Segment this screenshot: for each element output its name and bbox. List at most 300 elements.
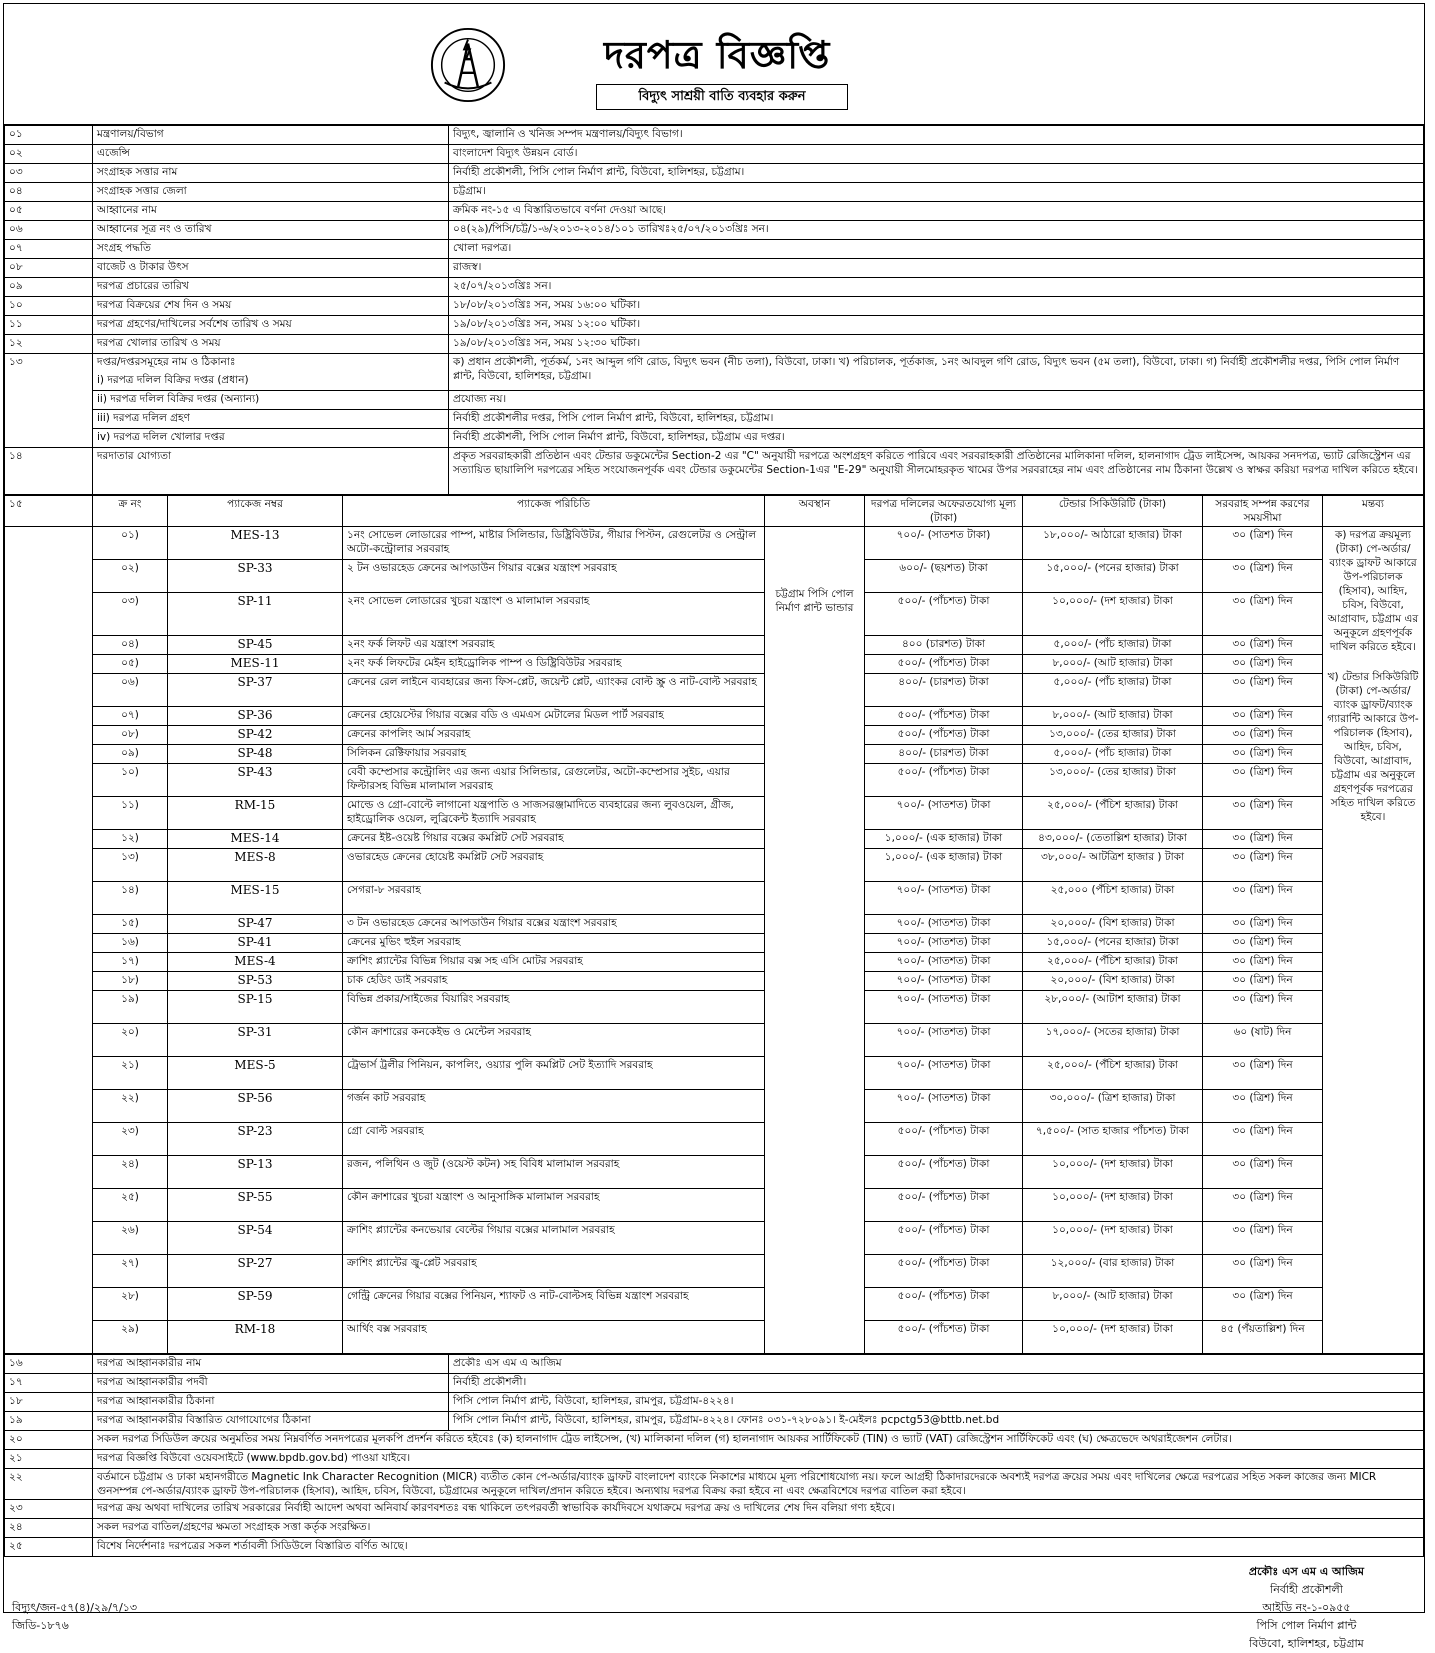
package-code: SP-48 [168,745,343,764]
info-sub-value: নির্বাহী প্রকৌশলীর দপ্তর, পিসি পোল নির্মাণ প্লান্ট, বিউবো, হালিশহর, চট্টগ্রাম। [449,410,1424,429]
package-serial: ২৪) [93,1156,168,1189]
bpdb-logo-icon [429,26,507,104]
package-price: ৫০০/- (পাঁচশত) টাকা [865,1255,1023,1288]
info-row [5,221,1424,240]
package-security: ৪৩,০০০/- (তেতাল্লিশ হাজার) টাকা [1023,830,1203,849]
package-desc: সিলিকন রেক্টিফায়ার সরবরাহ [343,745,765,764]
info-row-wide [5,1519,1424,1538]
info-row [5,164,1424,183]
package-serial: ১৫) [93,915,168,934]
package-period: ৩০ (ত্রিশ) দিন [1203,560,1323,593]
package-desc: ২নং ফর্ক লিফটের মেইন হাইড্রোলিক পাম্প ও ডিষ্ট্রিবিউটর সরবরাহ [343,655,765,674]
package-code: SP-53 [168,972,343,991]
package-period: ৩০ (ত্রিশ) দিন [1203,830,1323,849]
info-row-label: দরপত্র প্রচারের তারিখ [93,278,449,297]
package-price: ৭০০/- (সাতশত) টাকা [865,934,1023,953]
info-row-no: ২৪ [5,1519,93,1538]
package-price: ৪০০ (চারশত) টাকা [865,636,1023,655]
package-code: SP-23 [168,1123,343,1156]
tender-notice-page [3,3,1425,1650]
package-code: SP-11 [168,593,343,636]
table-row [5,527,1424,560]
package-code: SP-27 [168,1255,343,1288]
notice-slogan: বিদ্যুৎ সাশ্রয়ী বাতি ব্যবহার করুন [596,84,848,110]
info-row [5,1355,1424,1374]
reference-line2: জিডি-১৮৭৬ [12,1619,69,1632]
header-code: প্যাকেজ নম্বর [168,496,343,527]
package-serial: ১৪) [93,882,168,915]
package-desc: ৩ টন ওভারহেড ক্রেনের আপডাউন গিয়ার বক্সের যন্ত্রাংশ সরবরাহ [343,915,765,934]
info-row-value: সকল দরপত্র বাতিল/গ্রহণের ক্ষমতা সংগ্রাহক সত্তা কর্তৃক সংরক্ষিত। [93,1519,1424,1538]
info-row-no: ০৩ [5,164,93,183]
package-serial: ১২) [93,830,168,849]
package-security: ১৩,০০০/- (তের হাজার) টাকা [1023,726,1203,745]
package-serial: ২৯) [93,1321,168,1354]
package-serial: ০৭) [93,707,168,726]
info-row-value: সকল দরপত্র সিডিউল ক্রয়ের অনুমতির সময় নিম্নবর্ণিত সনদপত্রের মূলকপি প্রদর্শন করিতে হইবেঃ (ক) হালনাগাদ ট্রেড লাইসেন্স, (খ) মালিকানা দলিল (গ) হালনাগাদ আয়কর সার্টিফিকেট (TIN) ও ভ্যাট (VAT) রেজিস্ট্রেশন সার্টিফিকেট এবং (ঘ) ক্ষেত্রভেদে অথরাইজেশন লেটার। [93,1431,1424,1450]
package-period: ৩০ (ত্রিশ) দিন [1203,764,1323,797]
package-desc: কৌন ক্রাশারের খুচরা যন্ত্রাংশ ও আনুসাঙ্গিক মালামাল সরবরাহ [343,1189,765,1222]
package-security: ১০,০০০/- (দশ হাজার) টাকা [1023,593,1203,636]
table-row [5,655,1424,674]
info-row-label: বাজেট ও টাকার উৎস [93,259,449,278]
package-security: ১২,০০০/- (বার হাজার) টাকা [1023,1255,1203,1288]
package-code: MES-4 [168,953,343,972]
table-row [5,1189,1424,1222]
package-period: ৩০ (ত্রিশ) দিন [1203,527,1323,560]
header-remarks: মন্তব্য [1323,496,1424,527]
package-price: ৭০০/- (সাতশত) টাকা [865,972,1023,991]
info-row [5,1374,1424,1393]
package-desc: ২নং সোভেল লোডারের খুচরা যন্ত্রাংশ ও মালামাল সরবরাহ [343,593,765,636]
package-period: ৩০ (ত্রিশ) দিন [1203,1255,1323,1288]
package-desc: ১নং সোভেল লোডারের পাম্প, মাষ্টার সিলিন্ডার, ডিষ্ট্রিবিউটর, গীয়ার পিস্টন, রেগুলেটর ও সেন্ট্রাল অটো-কন্ট্রোলার সরবরাহ [343,527,765,560]
package-serial: ১১) [93,797,168,830]
info-row [5,259,1424,278]
package-desc: ক্রেনের হোয়েস্টের গিয়ার বক্সের বডি ও এমএস মেটালের মিডল পার্ট সরবরাহ [343,707,765,726]
package-security: ৮,০০০/- (আট হাজার) টাকা [1023,707,1203,726]
notice-footer [4,1557,1424,1650]
package-security: ১৭,০০০/- (সতের হাজার) টাকা [1023,1024,1203,1057]
info-row-no: ২১ [5,1450,93,1469]
package-desc: সেগরা-৮ সরবরাহ [343,882,765,915]
package-price: ৫০০/- (পাঁচশত) টাকা [865,726,1023,745]
table-row [5,991,1424,1024]
package-serial: ২১) [93,1057,168,1090]
info-row-label: মন্ত্রণালয়/বিভাগ [93,126,449,145]
package-desc: ক্রেনের ইষ্ট-ওয়েষ্ট গিয়ার বক্সের কমপ্লিট সেট সরবরাহ [343,830,765,849]
info-row-value: দরপত্র ক্রয় অথবা দাখিলের তারিখ সরকারের নির্বাহী আদেশ অথবা অনিবার্য কারণবশতঃ বন্ধ থাকিলে তৎপরবর্তী স্বাভাবিক কার্যদিবসে যথাক্রমে দরপত্র ক্রয় ও দাখিলের শেষ দিন বলিয়া গণ্য হইবে। [93,1500,1424,1519]
info-sub-label: iii) দরপত্র দলিল গ্রহণ [93,410,449,429]
info-row-value: বর্তমানে চট্টগ্রাম ও ঢাকা মহানগরীতে Magnetic Ink Character Recognition (MICR) ব্যতীত কোন পে-অর্ডার/ব্যাংক ড্রাফট বাংলাদেশ ব্যাংকে নিকাশের মাধ্যমে মূল্য পরিশোধযোগ্য নয়। ফলে আগ্রহী ঠিকাদারদেরকে অবশ্যই দরপত্র ক্রয়ের সময় এবং দাখিলের ক্ষেত্রে দরপত্রের সহিত সকল কাজের জন্য MICR গুনসম্পন্ন পে-অর্ডার/ব্যাংক ড্রাফট উপ-পরিচালক (হিসাব), আহিদ, চবিস, বিউবো, চট্টগ্রামের অনুকূলে দাখিল/প্রদান করিতে হইবে। অন্যথায় দরপত্র বিক্রয় করা হইবে না এবং ক্ষেত্রবিশেষে দরপত্র বাতিল করা হইবে। [93,1469,1424,1500]
info-row-label: দরদাতার যোগ্যতা [93,448,449,495]
package-desc: কৌন ক্রাশারের কনকেইভ ও মেন্টেল সরবরাহ [343,1024,765,1057]
info-row-label: দরপত্র গ্রহণের/দাখিলের সর্বশেষ তারিখ ও সময় [93,316,449,335]
info-row [5,297,1424,316]
package-desc: গ্রো বোল্ট সরবরাহ [343,1123,765,1156]
package-period: ৩০ (ত্রিশ) দিন [1203,991,1323,1024]
info-subrow [5,391,1424,410]
info-row [5,316,1424,335]
package-code: SP-56 [168,1090,343,1123]
info-row [5,335,1424,354]
info-row-label: এজেন্সি [93,145,449,164]
table-row [5,764,1424,797]
table-row [5,915,1424,934]
info-row [5,1412,1424,1431]
package-serial: ২৩) [93,1123,168,1156]
package-code: MES-14 [168,830,343,849]
package-security: ৩৮,০০০/- আটত্রিশ হাজার ) টাকা [1023,849,1203,882]
info-row-label: সংগ্রহ পদ্ধতি [93,240,449,259]
package-price: ৭০০/- (সাতশত) টাকা [865,1024,1023,1057]
package-period: ৩০ (ত্রিশ) দিন [1203,726,1323,745]
info-subrow [5,429,1424,448]
package-code: SP-37 [168,674,343,707]
package-serial: ১৩) [93,849,168,882]
package-security: ২৫,০০০/- (পঁচিশ হাজার) টাকা [1023,953,1203,972]
package-period: ৩০ (ত্রিশ) দিন [1203,655,1323,674]
info-row-no: ০৪ [5,183,93,202]
info-row-value: ১৯/০৮/২০১৩খ্রিঃ সন, সময় ১২:০০ ঘটিকা। [449,316,1424,335]
table-row [5,1255,1424,1288]
package-desc: ক্রেনের রেল লাইনে ব্যবহারের জন্য ফিস-প্লেট, জয়েন্ট প্লেট, এ্যাংকর বোল্ট স্ক্রু ও নাট-বোল্ট সরবরাহ [343,674,765,707]
info-row [5,240,1424,259]
info-row [5,126,1424,145]
package-remarks [1323,527,1424,1354]
package-period: ৩০ (ত্রিশ) দিন [1203,972,1323,991]
info-row-value: ক) প্রধান প্রকৌশলী, পূর্তকর্ম, ১নং আব্দুল গণি রোড, বিদ্যুৎ ভবন (নীচ তলা), বিউবো, ঢাকা। খ) পরিচালক, পূর্তকাজ, ১নং আবদুল গণি রোড, বিদ্যুৎ ভবন (৫ম তলা), বিউবো, ঢাকা। গ) নির্বাহী প্রকৌশলীর দপ্তর, পিসি পোল নির্মাণ প্লান্ট, বিউবো, হালিশহর, চট্টগ্রাম। [449,354,1424,391]
info-row-no: ১১ [5,316,93,335]
table-row [5,745,1424,764]
table-row [5,593,1424,636]
table-row [5,1057,1424,1090]
info-row [5,183,1424,202]
package-desc: বিভিন্ন প্রকার/সাইজের বিয়ারিং সরবরাহ [343,991,765,1024]
table-row [5,797,1424,830]
package-serial: ২০) [93,1024,168,1057]
package-security: ১৫,০০০/- (পনের হাজার) টাকা [1023,560,1203,593]
package-serial: ০১) [93,527,168,560]
package-serial: ০৬) [93,674,168,707]
signer-name: প্রকৌঃ এস এম এ আজিম [1248,1565,1364,1578]
info-row [5,202,1424,221]
info-subrow [5,410,1424,429]
package-serial: ০৮) [93,726,168,745]
info-row-13 [5,354,1424,373]
info-row-value: বিশেষ নির্দেশনাঃ দরপত্রের সকল শর্তাবলী সিডিউলে বিস্তারিত বর্ণিত আছে। [93,1538,1424,1557]
notice-header [4,4,1424,125]
info-row-label: দরপত্র আহ্বানকারীর নাম [93,1355,449,1374]
package-period: ৩০ (ত্রিশ) দিন [1203,674,1323,707]
package-desc: ক্রাশিং প্ল্যান্টের কনভেয়ার বেল্টের গিয়ার বক্সের মালামাল সরবরাহ [343,1222,765,1255]
package-price: ৫০০/- (পাঁচশত) টাকা [865,1222,1023,1255]
table-row [5,849,1424,882]
info-row-value: প্রকৌঃ এস এম এ আজিম [449,1355,1424,1374]
package-header-row [5,496,1424,527]
package-serial: ২৫) [93,1189,168,1222]
table-row [5,1156,1424,1189]
package-price: ১,০০০/- (এক হাজার) টাকা [865,830,1023,849]
package-desc: গর্জন কাট সরবরাহ [343,1090,765,1123]
package-blank-cell [5,527,93,1354]
package-price: ৭০০/- (সাতশত) টাকা [865,1090,1023,1123]
package-code: SP-33 [168,560,343,593]
package-price: ৪০০/- (চারশত) টাকা [865,745,1023,764]
package-period: ৩০ (ত্রিশ) দিন [1203,745,1323,764]
package-desc: চাক হেডিং ডাই সরবরাহ [343,972,765,991]
info-row-value: নির্বাহী প্রকৌশলী। [449,1374,1424,1393]
info-row-no: ২২ [5,1469,93,1500]
package-security: ৫,০০০/- (পাঁচ হাজার) টাকা [1023,674,1203,707]
info-row-no: ১৪ [5,448,93,495]
info-row-value: নির্বাহী প্রকৌশলী, পিসি পোল নির্মাণ প্লান্ট, বিউবো, হালিশহর, চট্টগ্রাম। [449,164,1424,183]
package-price: ৭০০/- (সাতশত) টাকা [865,1057,1023,1090]
header-serial: ক্র নং [93,496,168,527]
info-row-value: পিসি পোল নির্মাণ প্লান্ট, বিউবো, হালিশহর, রামপুর, চট্টগ্রাম-৪২২৪। ফোনঃ ০৩১-৭২৮০৯১। ই-মেইলঃ pcpctg53@bttb.net.bd [449,1412,1424,1431]
info-row-value: ০৪(২৯)/পিসি/চট্ট/১-৬/২০১৩-২০১৪/১০১ তারিখঃ২৫/০৭/২০১৩খ্রিঃ সন। [449,221,1424,240]
reference-block [12,1599,137,1635]
package-security: ৭,৫০০/- (সাত হাজার পাঁচশত) টাকা [1023,1123,1203,1156]
signer-id: আইডি নং-১-০৯৫৫ [1262,1601,1351,1614]
table-row [5,830,1424,849]
package-serial: ১৮) [93,972,168,991]
package-code: SP-59 [168,1288,343,1321]
package-serial: ১০) [93,764,168,797]
info-row-label: সংগ্রাহক সত্তার নাম [93,164,449,183]
info-row-wide [5,1538,1424,1557]
package-desc: রজন, পলিথিন ও জুট (ওয়েস্ট কটন) সহ বিবিধ মালামাল সরবরাহ [343,1156,765,1189]
package-code: SP-54 [168,1222,343,1255]
table-row [5,707,1424,726]
info-row-no: ০১ [5,126,93,145]
info-row-no: ০৯ [5,278,93,297]
package-desc: গেন্ট্রি ক্রেনের গিয়ার বক্সের পিনিয়ন, শ্যাফট ও নাট-বোল্টসহ বিভিন্ন যন্ত্রাংশ সরবরাহ [343,1288,765,1321]
package-price: ৭০০/- (সাতশত) টাকা [865,953,1023,972]
package-period: ৩০ (ত্রিশ) দিন [1203,934,1323,953]
package-security: ২৫,০০০/- (পঁচিশ হাজার) টাকা [1023,1057,1203,1090]
package-code: MES-15 [168,882,343,915]
info-row-wide [5,1450,1424,1469]
package-period: ৩০ (ত্রিশ) দিন [1203,953,1323,972]
package-price: ৭০০/- (সাতশত) টাকা [865,991,1023,1024]
package-security: ২০,০০০/- (বিশ হাজার) টাকা [1023,915,1203,934]
info-row-no: ০৬ [5,221,93,240]
table-row [5,1024,1424,1057]
package-security: ১০,০০০/- (দশ হাজার) টাকা [1023,1156,1203,1189]
package-desc: ক্রেনের মুভিং হুইল সরবরাহ [343,934,765,953]
info-row-14 [5,448,1424,495]
header-security: টেন্ডার সিকিউরিটি (টাকা) [1023,496,1203,527]
info-row-value: দরপত্র বিজ্ঞপ্তি বিউবো ওয়েবসাইটে (www.bpdb.gov.bd) পাওয়া যাইবে। [93,1450,1424,1469]
package-desc: ট্রেভার্স ট্রলীর পিনিয়ন, কাপলিং, ওয়্যার পুলি কমপ্লিট সেট ইত্যাদি সরবরাহ [343,1057,765,1090]
info-row-value: বিদ্যুৎ, জ্বালানি ও খনিজ সম্পদ মন্ত্রণালয়/বিদ্যুৎ বিভাগ। [449,126,1424,145]
package-code: RM-15 [168,797,343,830]
package-code: SP-55 [168,1189,343,1222]
info-row-label: দরপত্র আহ্বানকারীর পদবী [93,1374,449,1393]
package-price: ৫০০/- (পাঁচশত) টাকা [865,707,1023,726]
package-price: ৬০০/- (ছয়শত) টাকা [865,560,1023,593]
remarks-b: খ) টেন্ডার সিকিউরিটি (টাকা) পে-অর্ডার/ব্যাংক ড্রাফট/ব্যাংক গ্যারান্টি আকারে উপ-পরিচালক (হিসাব), আহিদ, চবিস, বিউবো, আগ্রাবাদ, চট্টগ্রাম এর অনুকূলে গ্রহণপূর্বক দরপত্রের সহিত দাখিল করিতে হইবে। [1327,671,1419,823]
info-row-value: রাজস্ব। [449,259,1424,278]
info-row-no: ১৭ [5,1374,93,1393]
signer-office: পিসি পোল নির্মাণ প্লান্ট [1256,1619,1357,1632]
package-period: ৩০ (ত্রিশ) দিন [1203,1189,1323,1222]
package-desc: আর্থিং বক্স সরবরাহ [343,1321,765,1354]
package-security: ১০,০০০/- (দশ হাজার) টাকা [1023,1222,1203,1255]
info-row-label: আহ্বানের সূত্র নং ও তারিখ [93,221,449,240]
header-location: অবস্থান [765,496,865,527]
package-price: ৭০০/- (সাতশত) টাকা [865,882,1023,915]
package-security: ১০,০০০/- (দশ হাজার) টাকা [1023,1321,1203,1354]
package-security: ১০,০০০/- (দশ হাজার) টাকা [1023,1189,1203,1222]
header-period: সরবরাহ সম্পন্ন করণের সময়সীমা [1203,496,1323,527]
package-security: ৫,০০০/- (পাঁচ হাজার) টাকা [1023,745,1203,764]
package-code: RM-18 [168,1321,343,1354]
info-row-label: দরপত্র আহ্বানকারীর বিস্তারিত যোগাযোগের ঠিকানা [93,1412,449,1431]
package-period: ৩০ (ত্রিশ) দিন [1203,1288,1323,1321]
package-code: SP-42 [168,726,343,745]
package-security: ৩০,০০০/- (ত্রিশ হাজার) টাকা [1023,1090,1203,1123]
package-code: SP-13 [168,1156,343,1189]
package-price: ৭০০/- (সাতশত) টাকা [865,915,1023,934]
package-price: ৭০০/- (সাতশত) টাকা [865,797,1023,830]
package-period: ৩০ (ত্রিশ) দিন [1203,593,1323,636]
info-table [4,125,1424,495]
package-desc: ২ টন ওভারহেড ক্রেনের আপডাউন গিয়ার বক্সের যন্ত্রাংশ সরবরাহ [343,560,765,593]
package-period: ৩০ (ত্রিশ) দিন [1203,636,1323,655]
package-price: ৪০০/- (চারশত) টাকা [865,674,1023,707]
package-period: ৩০ (ত্রিশ) দিন [1203,1057,1323,1090]
package-price: ৫০০/- (পাঁচশত) টাকা [865,593,1023,636]
package-period: ৩০ (ত্রিশ) দিন [1203,1123,1323,1156]
table-row [5,953,1424,972]
package-security: ২৫,০০০ (পঁচিশ হাজার) টাকা [1023,882,1203,915]
info-row [5,278,1424,297]
info-sub-value: নির্বাহী প্রকৌশলী, পিসি পোল নির্মাণ প্লান্ট, বিউবো, হালিশহর, চট্টগ্রাম এর দপ্তর। [449,429,1424,448]
info-row-value: প্রকৃত সরবরাহকারী প্রতিষ্ঠান এবং টেন্ডার ডকুমেন্টের Section-2 এর "C" অনুযায়ী দরপত্রে অংশগ্রহণ করিতে পারিবে এবং সরবরাহকারী প্রতিষ্ঠানের মালিকানা দলিল, হালনাগাদ ট্রেড লাইসেন্স, আয়কর সনদপত্র, ভ্যাট রেজিস্ট্রেশন এর সত্যায়িত ছায়ালিপি দরপত্রের সহিত সংযোজনপূর্বক এবং টেন্ডার ডকুমেন্টের Section-1এর "E-29" অনুযায়ী সীলমোহরকৃত খামের উপর সরবরাহের নাম এবং প্রতিষ্ঠানের নাম ঠিকানা উল্লেখ ও স্বাক্ষর করিয়া দরপত্র দাখিল করিতে হইবে। [449,448,1424,495]
info-sub-label: iv) দরপত্র দলিল খোলার দপ্তর [93,429,449,448]
info-row [5,145,1424,164]
package-price: ৫০০/- (পাঁচশত) টাকা [865,1156,1023,1189]
info-row-label: দরপত্র বিক্রয়ের শেষ দিন ও সময় [93,297,449,316]
package-serial: ২২) [93,1090,168,1123]
signer-address: বিউবো, হালিশহর, চট্টগ্রাম [1249,1637,1364,1650]
package-serial: ১৬) [93,934,168,953]
table-row [5,1090,1424,1123]
package-desc: ক্রেনের কাপলিং আর্ম সরবরাহ [343,726,765,745]
package-code: MES-5 [168,1057,343,1090]
package-price: ৫০০/- (পাঁচশত) টাকা [865,1288,1023,1321]
package-price: ৫০০/- (পাঁচশত) টাকা [865,655,1023,674]
info-row-wide [5,1431,1424,1450]
table-row [5,636,1424,655]
package-desc: বেবী কম্প্রেসার কন্ট্রোলিং এর জন্য এয়ার সিলিন্ডার, রেগুলেটর, অটো-কম্প্রেসার সুইচ, এয়ার ফিল্টারসহ বিভিন্ন মালামাল সরবরাহ [343,764,765,797]
info-row-no: ২০ [5,1431,93,1450]
package-code: MES-13 [168,527,343,560]
package-period: ৩০ (ত্রিশ) দিন [1203,882,1323,915]
info-row-label: সংগ্রাহক সত্তার জেলা [93,183,449,202]
package-period: ৩০ (ত্রিশ) দিন [1203,849,1323,882]
package-code: SP-36 [168,707,343,726]
info-row-no: ২৫ [5,1538,93,1557]
package-security: ১৫,০০০/- (পনের হাজার) টাকা [1023,934,1203,953]
package-desc: ক্রাশিং প্ল্যান্টের জ্বু-প্লেট সরবরাহ [343,1255,765,1288]
info-row-label: দরপত্র আহ্বানকারীর ঠিকানা [93,1393,449,1412]
package-security: ৮,০০০/- (আট হাজার) টাকা [1023,655,1203,674]
info-row-wide [5,1469,1424,1500]
package-row-no: ১৫ [5,496,93,527]
package-serial: ০৪) [93,636,168,655]
package-desc: ক্রাশিং প্ল্যান্টের বিভিন্ন গিয়ার বক্স সহ এসি মোটর সরবরাহ [343,953,765,972]
package-serial: ২৬) [93,1222,168,1255]
package-desc: ২নং ফর্ক লিফট এর যন্ত্রাংশ সরবরাহ [343,636,765,655]
package-security: ৮,০০০/- (আট হাজার) টাকা [1023,1288,1203,1321]
package-desc: মোল্ডে ও গ্রো-বোল্টে লাগানো যন্ত্রপাতি ও সাজসরঞ্জামাদিতে ব্যবহারের জন্য লুবওয়েল, গ্রীজ, হাইড্রোলিক ওয়েল, লুব্রিকেন্ট ইত্যাদি সরবরাহ [343,797,765,830]
info-row-no: ০২ [5,145,93,164]
package-price: ৫০০/- (পাঁচশত) টাকা [865,1321,1023,1354]
notice-title: দরপত্র বিজ্ঞপ্তি [604,32,831,77]
package-table [4,495,1424,1354]
info-sub-label: ii) দরপত্র দলিল বিক্রির দপ্তর (অন্যান্য) [93,391,449,410]
info-row-wide [5,1500,1424,1519]
table-row [5,1321,1424,1354]
info-row-no: ১২ [5,335,93,354]
package-code: SP-41 [168,934,343,953]
package-code: SP-47 [168,915,343,934]
info-row-label: দরপত্র খোলার তারিখ ও সময় [93,335,449,354]
package-period: ৩০ (ত্রিশ) দিন [1203,915,1323,934]
package-period: ৩০ (ত্রিশ) দিন [1203,1090,1323,1123]
package-serial: ০৩) [93,593,168,636]
info-row-value: পিসি পোল নির্মাণ প্লান্ট, বিউবো, হালিশহর, রামপুর, চট্টগ্রাম-৪২২৪। [449,1393,1424,1412]
info-sub-value: প্রযোজ্য নয়। [449,391,1424,410]
package-code: SP-43 [168,764,343,797]
signer-designation: নির্বাহী প্রকৌশলী [1270,1583,1343,1596]
info-row-no: ২৩ [5,1500,93,1519]
reference-line1: বিদ্যুৎ/জন-৫৭(৪)/২৯/৭/১৩ [12,1601,138,1614]
package-serial: ২৮) [93,1288,168,1321]
table-row [5,934,1424,953]
package-serial: ২৭) [93,1255,168,1288]
package-code: MES-8 [168,849,343,882]
remarks-a: ক) দরপত্র ক্রয়মূল্য (টাকা) পে-অর্ডার/ব্যাংক ড্রাফট আকারে উপ-পরিচালক (হিসাব), আহিদ, চবিস, বিউবো, আগ্রাবাদ, চট্টগ্রাম এর অনুকূলে গ্রহণপূর্বক দাখিল করিতে হইবে। [1327,529,1419,653]
bottom-table [4,1354,1424,1557]
package-desc: ওভারহেড ক্রেনের হোয়েষ্ট কমপ্লিট সেট সরবরাহ [343,849,765,882]
package-security: ২০,০০০/- (বিশ হাজার) টাকা [1023,972,1203,991]
package-period: ৩০ (ত্রিশ) দিন [1203,1156,1323,1189]
table-row [5,560,1424,593]
info-row-value: খোলা দরপত্র। [449,240,1424,259]
package-price: ৫০০/- (পাঁচশত) টাকা [865,1189,1023,1222]
info-row-value: ১৯/০৮/২০১৩খ্রিঃ সন, সময় ১২:৩০ ঘটিকা। [449,335,1424,354]
info-row-label: আহ্বানের নাম [93,202,449,221]
table-row [5,972,1424,991]
info-row-no: ০৭ [5,240,93,259]
package-period: ৪৫ (পঁয়তাল্লিশ) দিন [1203,1321,1323,1354]
info-row-value: ১৮/০৮/২০১৩খ্রিঃ সন, সময় ১৬:০০ ঘটিকা। [449,297,1424,316]
info-row-label: দপ্তর/দপ্তরসমূহের নাম ও ঠিকানাঃ [93,354,449,373]
package-serial: ১৭) [93,953,168,972]
info-sub-label: i) দরপত্র দলিল বিক্রির দপ্তর (প্রধান) [93,372,449,391]
info-row-no: ১৩ [5,354,93,448]
info-row-no: ০৮ [5,259,93,278]
header-price: দরপত্র দলিলের অফেরতযোগ্য মূল্য (টাকা) [865,496,1023,527]
header-desc: প্যাকেজ পরিচিতি [343,496,765,527]
info-row-no: ১৬ [5,1355,93,1374]
package-code: MES-11 [168,655,343,674]
info-row-value: চট্টগ্রাম। [449,183,1424,202]
